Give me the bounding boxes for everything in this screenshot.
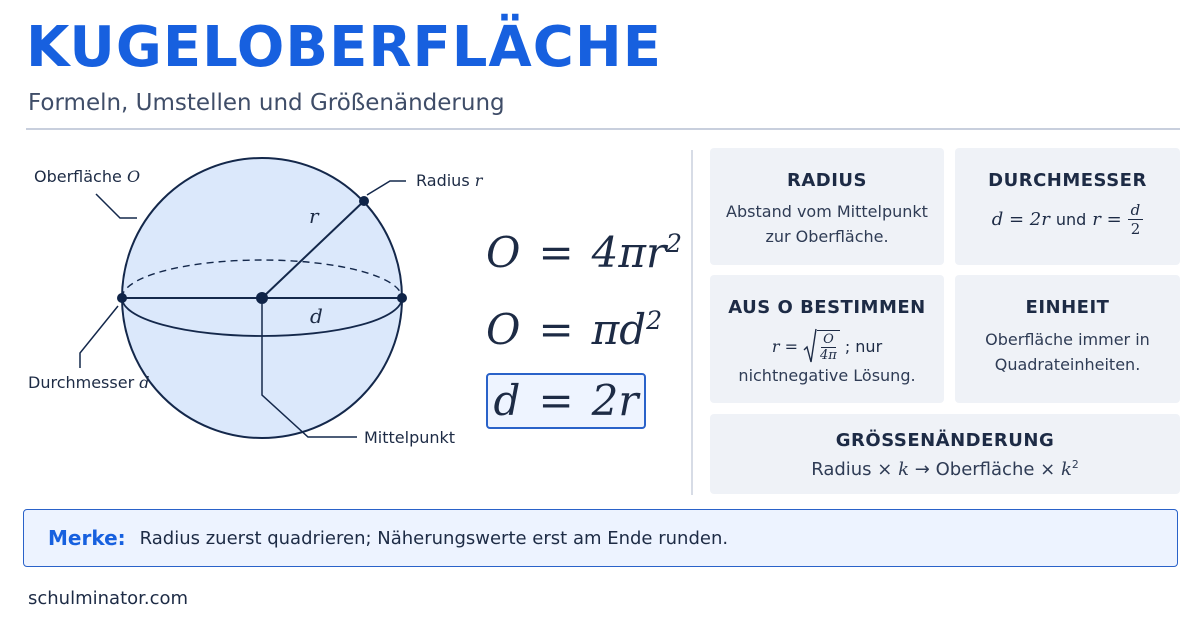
- card-durchmesser-title: DURCHMESSER: [988, 170, 1147, 191]
- formula-diameter-box: d = 2r: [486, 373, 646, 429]
- header-divider: [26, 128, 1180, 130]
- card-einheit-title: EINHEIT: [1025, 297, 1110, 318]
- radius-line-label: r: [309, 204, 319, 228]
- merke-text: Radius zuerst quadrieren; Näherungswerte erst am Ende runden.: [139, 527, 729, 549]
- center-dot: [256, 292, 268, 304]
- merke-callout: [23, 509, 1178, 567]
- radius-label: Radius r: [416, 171, 483, 190]
- diameter-end-left-dot: [117, 293, 127, 303]
- radius-leader: [367, 181, 406, 195]
- sphere-diagram: [0, 140, 483, 460]
- fraction-d-over-2: $\frac{d}{2}$: [1128, 201, 1144, 238]
- card-radius-title: RADIUS: [786, 170, 867, 191]
- card-groesse-text: Radius × k → Oberfläche × $k^2$: [811, 458, 1079, 480]
- card-aus-o-title: AUS O BESTIMMEN: [728, 297, 926, 318]
- diameter-label: Durchmesser d: [28, 373, 150, 392]
- diameter-leader: [80, 306, 118, 368]
- radius-end-dot: [359, 196, 369, 206]
- merke-label: Merke:: [48, 526, 126, 550]
- formula-surface-radius: $O = 4\pi r^2$: [486, 228, 683, 277]
- card-einheit: [955, 275, 1180, 403]
- card-radius-text: Abstand vom Mittelpunkt zur Oberfläche.: [726, 202, 928, 246]
- diameter-line-label: d: [310, 304, 323, 328]
- card-groesse-title: GRÖSSENÄNDERUNG: [835, 430, 1055, 451]
- sqrt-symbol: O 4π: [803, 328, 840, 364]
- card-aus-o-bestimmen: [710, 275, 944, 403]
- surface-label: Oberfläche O: [34, 167, 141, 186]
- footer-site: schulminator.com: [28, 588, 189, 609]
- card-durchmesser-math: d = 2r und r = $\frac{d}{2}$: [955, 201, 1180, 238]
- card-groessenaenderung: [710, 414, 1180, 494]
- card-einheit-text: Oberfläche immer in Quadrateinheiten.: [985, 330, 1150, 374]
- formula-surface-diameter: $O = \pi d^2$: [486, 305, 663, 354]
- card-aus-o-formula: r = O 4π ; nur: [710, 326, 944, 366]
- card-aus-o-note: nichtnegative Lösung.: [738, 366, 916, 385]
- center-label: Mittelpunkt: [364, 428, 456, 447]
- diameter-end-right-dot: [397, 293, 407, 303]
- card-radius: [710, 148, 944, 265]
- page-title: KUGELOBERFLÄCHE: [26, 15, 662, 80]
- vertical-divider: [691, 150, 693, 495]
- page-subtitle: Formeln, Umstellen und Größenänderung: [28, 90, 505, 116]
- card-durchmesser: [955, 148, 1180, 265]
- surface-leader: [96, 194, 137, 218]
